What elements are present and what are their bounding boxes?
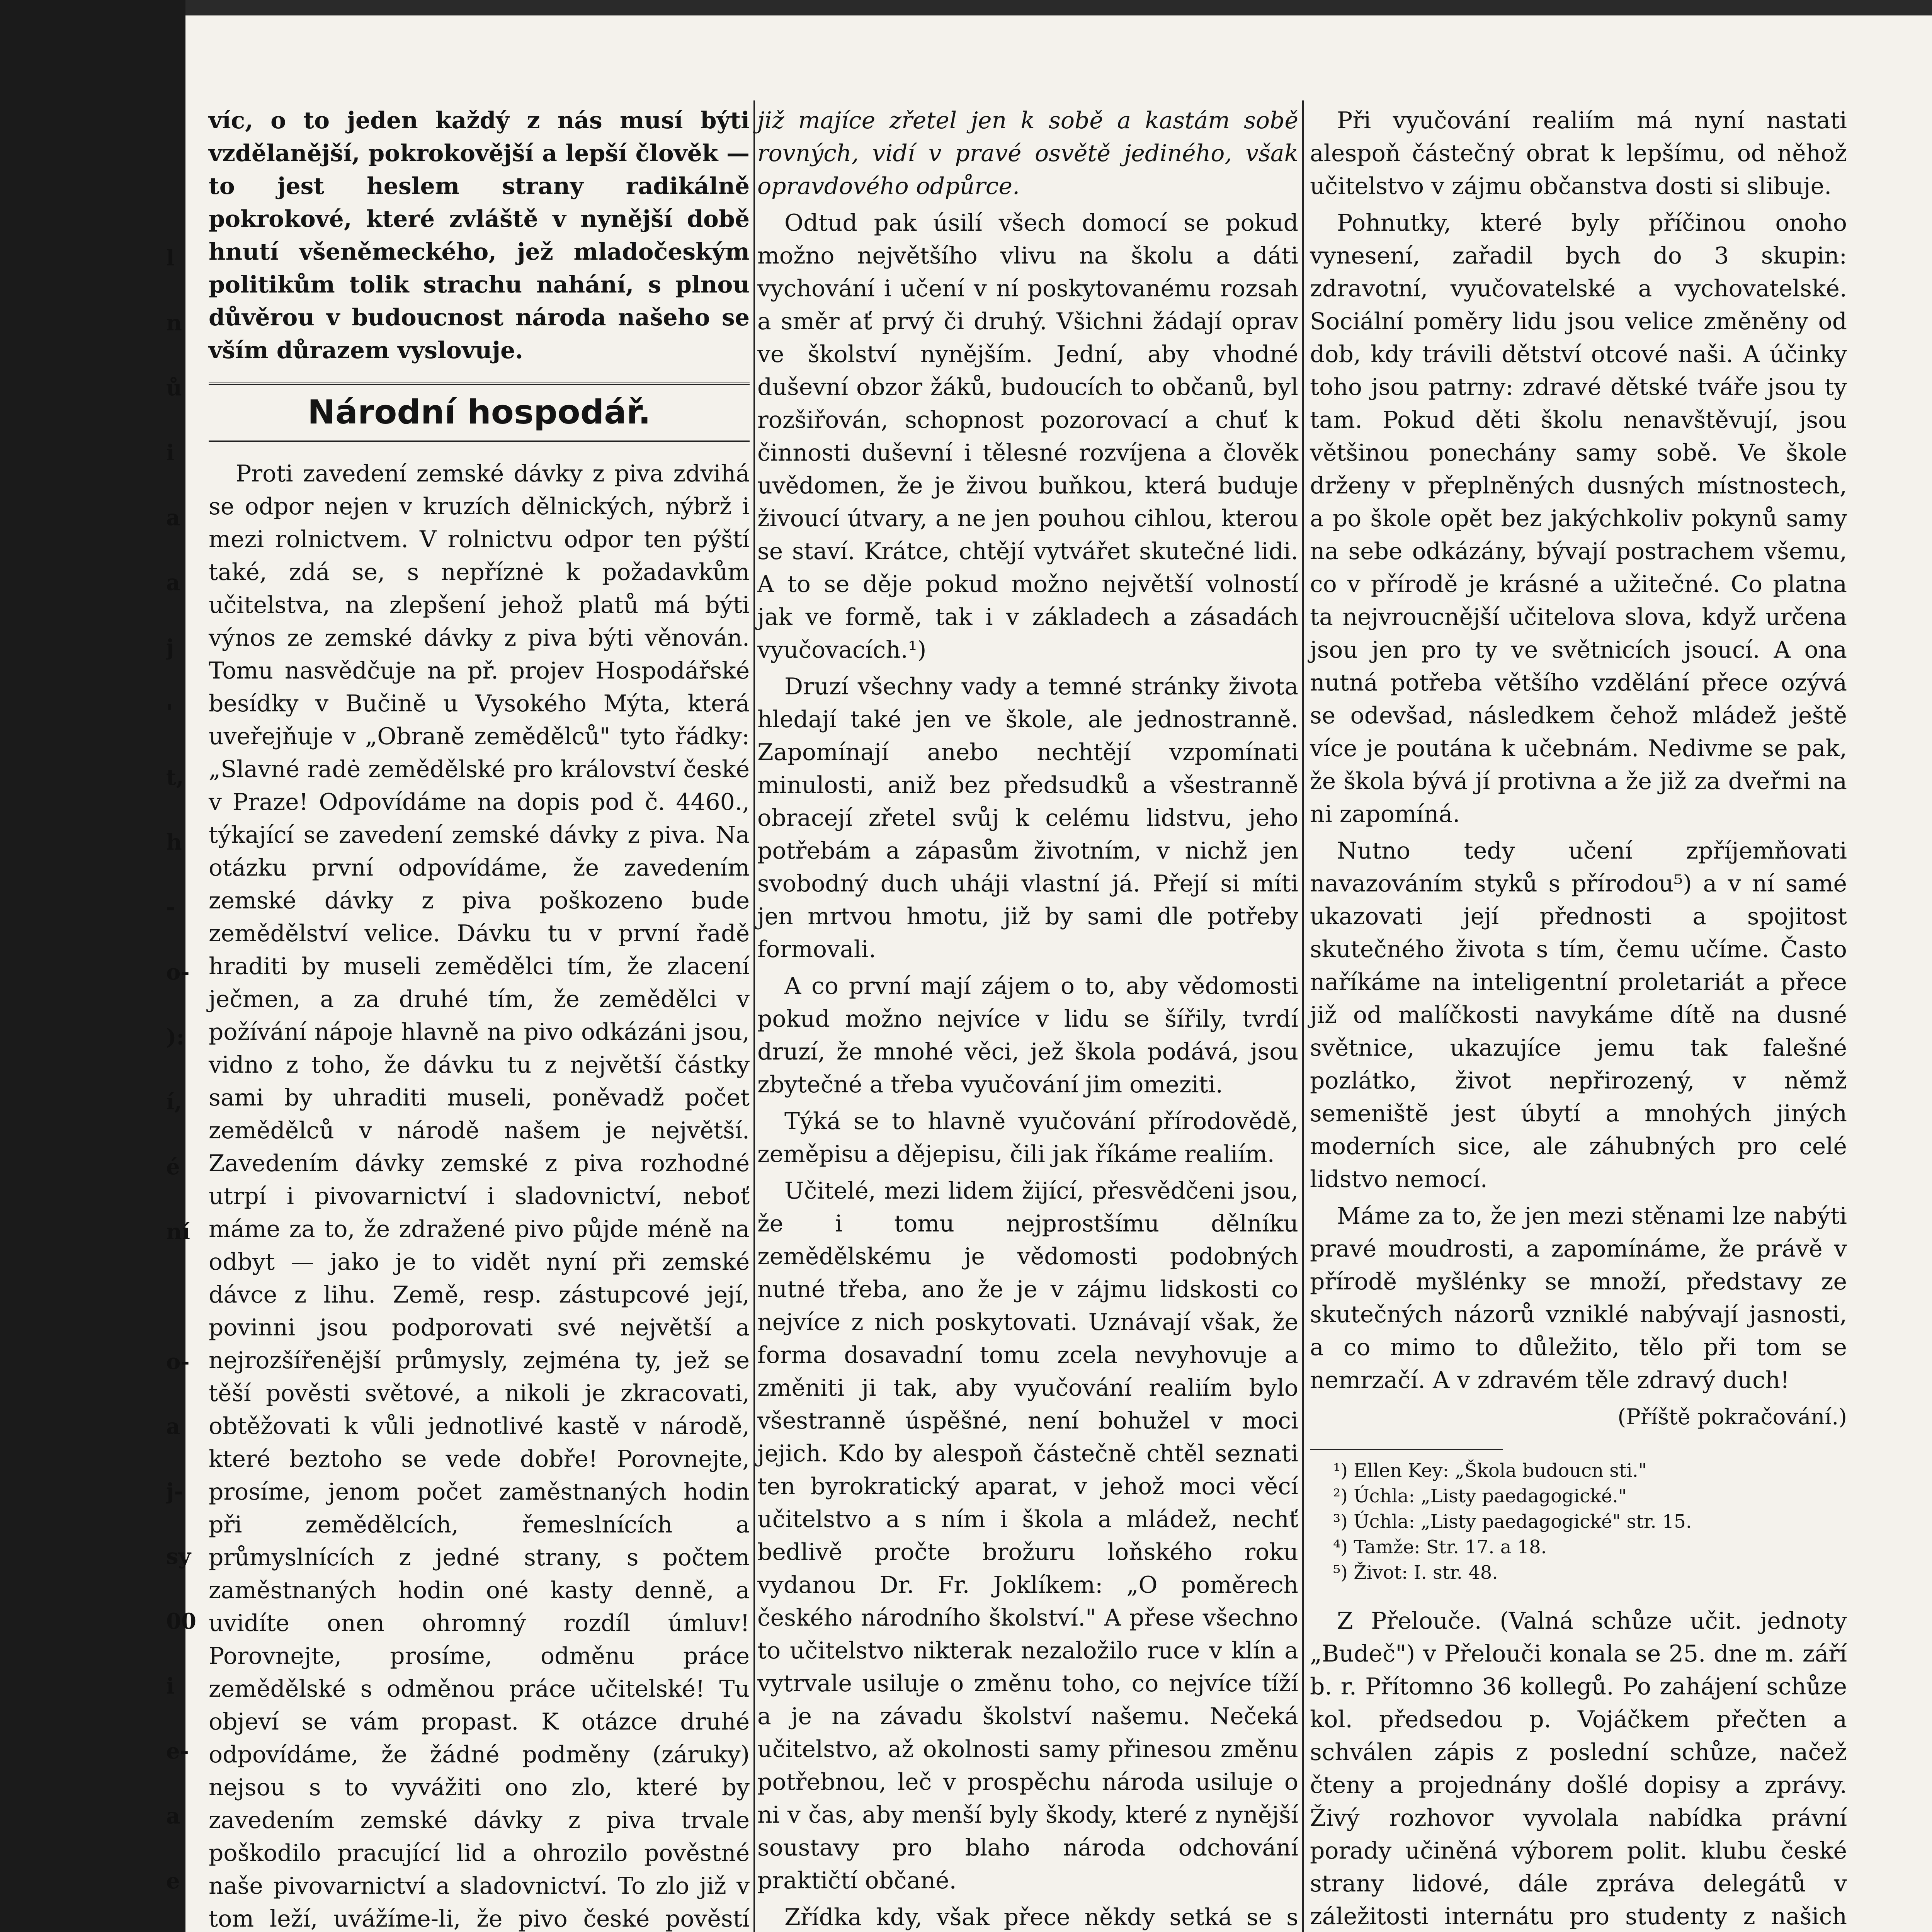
margin-fragment: j: [166, 635, 174, 660]
top-bleed-edge: [0, 0, 1932, 15]
margin-fragment: ní: [166, 1219, 190, 1245]
footnote: ²) Úchla: „Listy paedagogické.": [1333, 1485, 1627, 1507]
margin-fragment: sy: [166, 1544, 191, 1569]
margin-fragment: ):: [166, 1024, 185, 1050]
footnote: ⁵) Život: I. str. 48.: [1333, 1562, 1498, 1583]
article-paragraph: A co první mají zájem o to, aby vědomosti pokud možno nejvíce v lidu se šířily, tvrdí druzí, že mnohé věci, jež škola podává, jsou zbytečné a třeba vyučování jim omeziti.: [757, 973, 1298, 1098]
footnote-rule: [1310, 1449, 1503, 1450]
margin-fragment: n: [166, 310, 182, 336]
article-paragraph: Pohnutky, které byly příčinou onoho vynesení, zařadil bych do 3 skupin: zdravotní, vyučovatelské a vychovatelské. Sociální poměry lidu jsou velice změněny od dob, kdy trávili dětství otcové naši. A účinky toho jsou patrny: zdravé dětské tváře jsou ty tam. Pokud děti školu nenavštěvují, jsou většinou ponechány samy sobě. Ve škole drženy v přeplněných dusných místnostech, a po škole opět bez jakýchkoliv pokynů samy na sebe odkázány, bývají postrachem všemu, co v přírodě je krásné a užitečné. Co platna ta nejvroucnější učitelova slova, když určena jsou jen pro ty ve světnicích jsoucí. A ona nutná potřeba většího vzdělání přece ozývá se odevšad, následkem čehož mládež ještě více je poutána k učebnám. Nedivme se pak, že škola bývá jí protivna a že již za dveřmi na ni zapomíná.: [1310, 209, 1847, 828]
article-paragraph: Učitelé, mezi lidem žijící, přesvědčeni jsou, že i tomu nejprostšímu dělníku zemědělskému je vědomosti podobných nutné třeba, ano že je v zájmu lidskosti co nejvíce z nich poskytovati. Uznávají však, že forma dosavadní tomu zcela nevyhovuje a změniti ji tak, aby vyučování realiím bylo všestranně úspěšné, není bohužel v moci jejich. Kdo by alespoň částečně chtěl seznati ten byrokratický aparat, v jehož moci věcí učitelstvo a s ním i škola a mládež, nechť bedlivě pročte brožuru loňského roku vydanou Dr. Fr. Joklíkem: „O poměrech českého národního školství." A přese všechno to učitelstvo nikterak nezaložilo ruce v klín a vytrvale usiluje o změnu toho, co nejvíce tíží a je na závadu školství našemu. Nečeká učitelstvo, až okolnosti samy přinesou změnu potřebnou, leč v prospěchu národa usiluje o ni v čas, aby menší byly škody, které z nynější soustavy pro blaho národa odchování praktičtí občané.: [757, 1177, 1298, 1894]
margin-fragment: t,: [166, 765, 184, 790]
margin-fragment: i: [166, 440, 175, 466]
margin-fragment: ů: [166, 375, 182, 401]
margin-fragment: h: [166, 830, 182, 855]
footnote: ⁴) Tamže: Str. 17. a 18.: [1333, 1536, 1547, 1558]
section-heading-narodni-hospodar: Národní hospodář.: [209, 383, 750, 442]
article-paragraph: Při vyučování realiím má nyní nastati alespoň částečný obrat k lepšímu, od něhož učitelstvo v zájmu občanstva dosti si slibuje.: [1310, 107, 1847, 200]
margin-fragment: a: [166, 570, 180, 595]
article-paragraph: Nutno tedy učení zpříjemňovati navazováním styků s přírodou⁵) a v ní samé ukazovati její přednosti a spojitost skutečného života s tím, čemu učíme. Často naříkáme na inteligentní proletariát a přece již od malíčkosti navykáme dítě na dusné světnice, ukazujíce jemu tak falešné pozlátko, život nepřirozený, v němž semeništĕ jest úbytí a mnohých jiných moderních sice, ale záhubných pro celé lidstvo nemocí.: [1310, 837, 1847, 1193]
article-beer-tax: Proti zavedení zemské dávky z piva zdvihá se odpor nejen v kruzích dělnických, nýbrž i mezi rolnictvem. V rolnictvu odpor ten pýští také, zdá se, s nepříznė k požadavkům učitelstva, na zlepšení jehož platů má býti výnos ze zemské dávky z piva býti věnován. Tomu nasvědčuje na př. projev Hospodářské besídky v Bučině u Vysokého Mýta, která uveřejňuje v „Obraně zemědělců" tyto řádky: „Slavné radė zemědělské pro království české v Praze! Odpovídáme na dopis pod č. 4460., týkající se zavedení zemské dávky z piva. Na otázku první odpovídáme, že zavedením zemské dávky z piva poškozeno bude zemědělství velice. Dávku tu v první řadě hraditi by museli zemědělci tím, že zlacení ječmen, a za druhé tím, že zemědělci v požívání nápoje hlavně na pivo odkázáni jsou, vidno z toho, že dávku tu z největší částky sami by uhraditi museli, poněvadž počet zemědělců v národě našem je největší. Zavedením dávky zemské z piva rozhodné utrpí i pivovarnictví i sladovnictví, neboť máme za to, že zdražené pivo půjde méně na odbyt — jako je to vidět nyní při zemské dávce z lihu. Země, resp. zástupcové její, povinni jsou podporovati své největší a nejrozšířenější průmysly, zejména ty, jež se těší pověsti světové, a nikoli je zkracovati, obtěžovati k vůli jednotlivé kastě v národě, které beztoho se vede dobře! Porovnejte, prosíme, jenom počet zaměstnaných hodin při zemědělcích, řemeslnících a průmyslnících z jedné strany, s počtem zaměstnaných hodin oné kasty denně, a uvidíte onen ohromný rozdíl úmluv! Porovnejte, prosíme, odměnu práce zemědělské s odměnou práce učitelské! Tu objeví se vám propast. K otázce druhé odpovídáme, že žádné podměny (záruky) nejsou s to vyvážiti ono zlo, které by zavedením zemské dávky z piva trvale poškodilo pracující lid a ohrozilo pověstné naše pivovarnictví a sladovnictví. To zlo již v tom leží, uvážíme-li, že pivo české pověstí: [209, 460, 750, 1932]
margin-fragment: ': [166, 700, 173, 725]
margin-fragment: í,: [166, 1089, 182, 1115]
margin-fragment: j-: [166, 1479, 183, 1504]
footnote: ³) Úchla: „Listy paedagogické" str. 15.: [1333, 1511, 1692, 1532]
article-paragraph: již majíce zřetel jen k sobě a kastám sobě rovných, vidí v pravé osvětě jediného, však opravdového odpůrce.: [757, 107, 1298, 200]
margin-fragment: l: [166, 245, 175, 271]
article-paragraph: Zřídka kdy, však přece někdy setká se s: [784, 1904, 1298, 1931]
article-paragraph: Odtud pak úsilí všech domocí se pokud možno největšího vlivu na školu a dáti vychování i učení v ní poskytovanému rozsah a směr ať prvý či druhý. Všichni žádají oprav ve školství nynějším. Jední, aby vhodné duševní obzor žáků, budoucích to občanů, byl rozšiřován, schopnost pozorovací a chuť k činnosti duševní i tělesné rozvíjena a člověk uvědomen, že je živou buňkou, která buduje živoucí útvary, a ne jen pouhou cihlou, kterou se staví. Krátce, chtějí vytvářet skutečné lidi. A to se děje pokud možno největší volností jak ve formě, tak i v základech a zásadách vyučovacích.¹): [757, 209, 1298, 663]
margin-fragment: e-: [166, 1738, 189, 1764]
article-paragraph: Týká se to hlavně vyučování přírodovědě, zeměpisu a dějepisu, čili jak říkáme realiím.: [757, 1108, 1298, 1168]
margin-fragment: -: [166, 895, 175, 920]
margin-fragment: a: [166, 505, 180, 531]
article-paragraph: Máme za to, že jen mezi stěnami lze nabýti pravé moudrosti, a zapomínáme, že právě v přírodě myšlénky se množí, představy ze skutečných názorů vzniklé nabývají jasnosti, a co mimo to důležito, tělo při tom se nemrzačí. A v zdravém těle zdravý duch!: [1310, 1202, 1847, 1394]
article-prelouc: Z Přelouče. (Valná schůze učit. jednoty „Budeč") v Přelouči konala se 25. dne m. září b. r. Přítomno 36 kollegů. Po zahájení schůze kol. předsedou p. Vojáčkem přečten a schválen zápis z poslední schůze, načež čteny a projednány došlé dopisy a zprávy. Živý rozhovor vyvolala nabídka právní porady učiněná výborem polit. klubu české strany lidové, dále zpráva delegátů v záležitosti internátu pro studenty z našich: [1310, 1607, 1847, 1930]
margin-fragment: a: [166, 1803, 180, 1829]
column-1: [209, 104, 750, 1932]
article-paragraph: Druzí všechny vady a temné stránky života hledají také jen ve škole, ale jednostranně. Zapomínají anebo nechtějí vzpomínati minulosti, aniž bez předsudků a všestranně obracejí zřetel svůj k celému lidstvu, jeho potřebám a zápasům životním, v nichž jen svobodný duch uháji vlastní já. Přejí si míti jen mrtvou hmotu, již by sami dle potřeby formovali.: [757, 673, 1298, 963]
column-rule-2: [1302, 100, 1304, 1932]
column-3: [1310, 104, 1847, 1932]
column-rule-1: [753, 100, 755, 1932]
adjacent-page-edge: [0, 0, 185, 1932]
margin-fragment: 00: [166, 1609, 196, 1634]
margin-fragment: o-: [166, 1349, 190, 1374]
continued-note: (Příště pokračování.): [1617, 1405, 1847, 1430]
column-2: [757, 104, 1298, 1932]
margin-fragment: o-: [166, 959, 190, 985]
margin-fragment: a: [166, 1414, 180, 1439]
margin-fragment: i: [166, 1673, 175, 1699]
margin-fragment: e: [166, 1868, 180, 1894]
margin-fragment: é: [166, 1154, 180, 1180]
footnote: ¹) Ellen Key: „Škola budoucn sti.": [1333, 1460, 1647, 1481]
intro-paragraph: víc, o to jeden každý z nás musí býti vzdělanější, pokrokovější a lepší člověk — to jest heslem strany radikálně pokrokové, které zvláště v nynější době hnutí všeněmeckého, jež mladočeským politikům tolik strachu nahání, s plnou důvěrou v budoucnost národa našeho se vším důrazem vyslovuje.: [209, 107, 750, 364]
